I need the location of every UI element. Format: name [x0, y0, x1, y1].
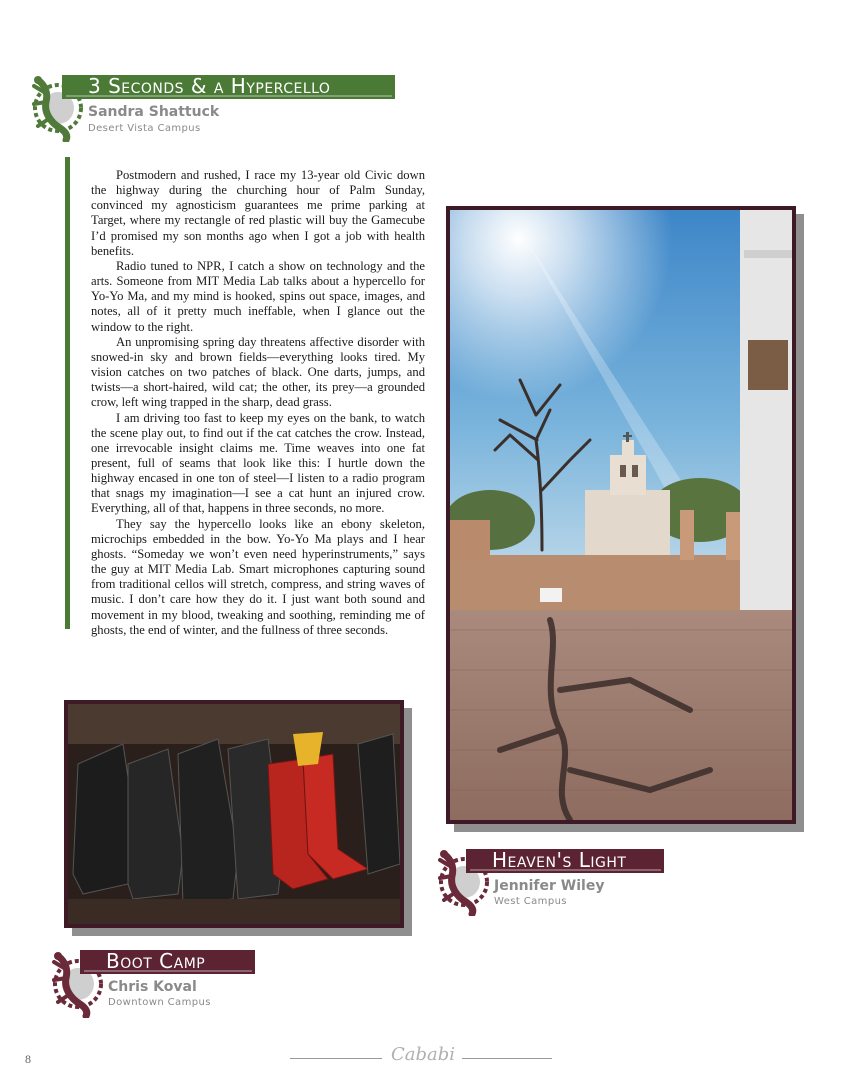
mission-photo	[446, 206, 796, 824]
story-campus: Desert Vista Campus	[88, 123, 201, 134]
story-title: Heaven's Light	[492, 848, 627, 872]
story-title: Boot Camp	[106, 949, 206, 973]
paragraph: They say the hypercello looks like an ebony skeleton, microchips embedded in the bow. Yo-Yo Ma plays and I hear ghosts. “Someday we won’t even need hyperinstruments,” says the guy at MIT Media Lab. Smart microphones capturing sound from traditional cellos will stretch, compress, and string waves of music. I don’t care how they do it. I just want both sound and movement in my blood, tweaking and soothing, reminding me of ghosts, the end of winter, and the fullness of three seconds.	[91, 516, 425, 637]
boots-photo	[64, 700, 404, 928]
footer-logo: Cababi	[391, 1044, 456, 1065]
story-author: Chris Koval	[108, 979, 197, 995]
story-body	[91, 168, 425, 638]
story-campus: West Campus	[494, 896, 567, 907]
footer-rule	[462, 1058, 552, 1059]
paragraph: I am driving too fast to keep my eyes on the bank, to watch the scene play out, to find out if the cat catches the crow. Instead, one irrevocable insight claims me. Time weaves into one fat present, full of seams that look like this: I hurtle down the highway encased in one ton of steel—I listen to a radio program that snags my imagination—I see a cat hunt an injured crow. Everything, all of that, happens in three seconds, no more.	[91, 410, 425, 516]
story-author: Sandra Shattuck	[88, 104, 220, 120]
paragraph: Postmodern and rushed, I race my 13-year old Civic down the highway during the churching hour of Palm Sunday, convinced my agnosticism guarantees me prime parking at Target, where my rectangle of red plastic will buy the Gamecube I’d promised my son months ago when I got a job with health benefits.	[91, 168, 425, 258]
page-number: 8	[25, 1052, 31, 1066]
story-author: Jennifer Wiley	[494, 878, 605, 894]
story-title: 3 Seconds & a Hypercello	[88, 74, 331, 98]
paragraph: An unpromising spring day threatens affective disorder with snowed-in sky and brown fields—everything looks tired. My vision catches on two patches of black. One darts, jumps, and twists—a short-haired, wild cat; the other, its prey—a grounded crow, left wing trapped in the sharp, dead grass.	[91, 334, 425, 410]
paragraph: Radio tuned to NPR, I catch a show on technology and the arts. Someone from MIT Media Lab talks about a hypercello for Yo-Yo Ma, and my mind is hooked, spins out space, images, and notes, all of it pretty much ineffable, when I glance out the window to the right.	[91, 258, 425, 334]
margin-rule	[65, 157, 70, 629]
footer-rule	[290, 1058, 382, 1059]
story-campus: Downtown Campus	[108, 997, 211, 1008]
